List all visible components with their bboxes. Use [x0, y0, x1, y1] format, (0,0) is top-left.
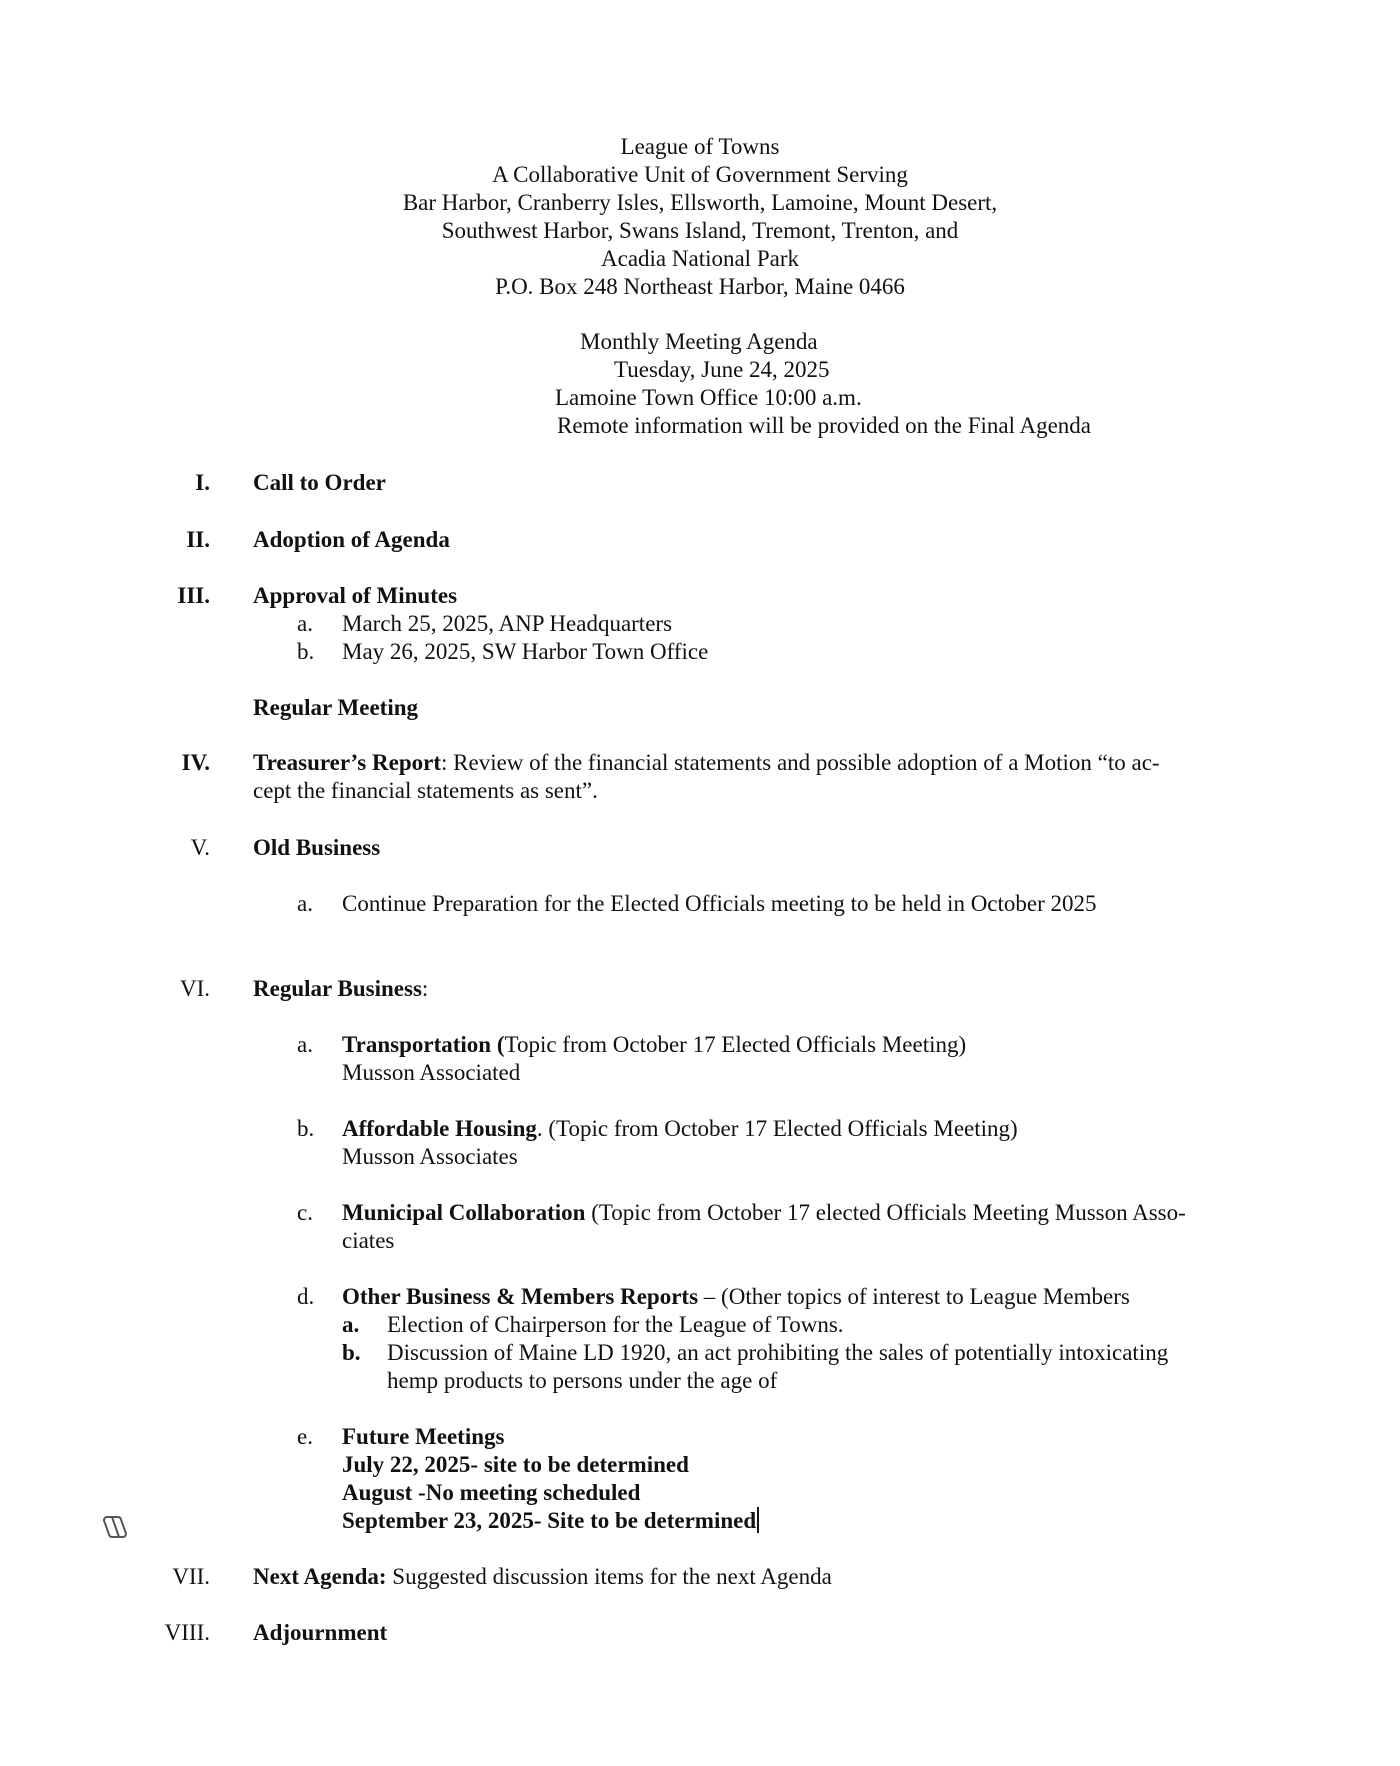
item-numeral: III. [177, 583, 210, 608]
sub-item-letter: e. [297, 1424, 313, 1449]
sub-item-text: . (Topic from October 17 Elected Officials Meeting) [536, 1116, 1018, 1141]
item-heading-line [253, 975, 428, 1003]
sub-item-presenter: Musson Associated [342, 1060, 521, 1085]
sub-item-title: Municipal Collaboration [342, 1200, 586, 1225]
sub-item-letter: a. [297, 1032, 313, 1057]
future-meeting-august: August -No meeting scheduled [342, 1480, 641, 1505]
sub-item-letter: d. [297, 1284, 315, 1309]
item-heading: Call to Order [253, 470, 386, 495]
meeting-title: Monthly Meeting Agenda [580, 329, 818, 354]
item-text: Suggested discussion items for the next Agenda [386, 1564, 832, 1589]
sub-item-letter: a. [297, 611, 313, 636]
sub-item-text: March 25, 2025, ANP Headquarters [342, 611, 673, 636]
letterhead [0, 133, 1400, 301]
sub-item-title: Affordable Housing [342, 1116, 537, 1141]
item-heading-line [253, 1563, 832, 1591]
sub-item-letter: c. [297, 1200, 313, 1225]
item-text-continued: cept the financial statements as sent”. [253, 778, 598, 803]
copilot-icon[interactable] [98, 1510, 132, 1544]
nested-item-text-continued: hemp products to persons under the age of [387, 1368, 778, 1393]
item-heading: Old Business [253, 835, 381, 860]
meeting-date: Tuesday, June 24, 2025 [614, 357, 830, 382]
item-heading: Approval of Minutes [253, 583, 458, 608]
sub-item-text: (Topic from October 17 elected Officials Meeting Musson Asso- [585, 1200, 1186, 1225]
item-text: : Review of the financial statements and possible adoption of a Motion “to ac- [441, 750, 1160, 775]
item-heading: Regular Business [253, 976, 422, 1001]
sub-item-letter: b. [297, 639, 315, 664]
item-numeral: VI. [179, 976, 210, 1001]
item-heading: Treasurer’s Report [253, 750, 441, 775]
future-meeting-september-line[interactable] [342, 1507, 759, 1535]
sub-item-municipal-collaboration [342, 1199, 1186, 1227]
heading-suffix: : [421, 976, 429, 1001]
org-address: P.O. Box 248 Northeast Harbor, Maine 0466 [495, 274, 905, 299]
nested-item-text: Discussion of Maine LD 1920, an act prohibiting the sales of potentially intoxicating [387, 1340, 1169, 1365]
item-numeral: II. [186, 527, 210, 552]
item-numeral: IV. [181, 750, 210, 775]
nested-item-letter: b. [342, 1340, 361, 1365]
item-numeral: VIII. [164, 1620, 210, 1645]
sub-item-text-continued: ciates [342, 1228, 395, 1253]
item-heading-line [253, 749, 1160, 777]
item-heading: Next Agenda: [253, 1564, 387, 1589]
future-meeting-july: July 22, 2025- site to be determined [342, 1452, 689, 1477]
meeting-location: Lamoine Town Office 10:00 a.m. [555, 385, 862, 410]
item-heading: Adjournment [253, 1620, 388, 1645]
sub-item-title: Transportation ( [342, 1032, 505, 1057]
text-cursor [757, 1507, 759, 1533]
org-name: League of Towns [620, 134, 780, 159]
nested-item-text: Election of Chairperson for the League of Towns. [387, 1312, 844, 1337]
subsection-heading: Regular Meeting [253, 695, 419, 720]
sub-item-text: – (Other topics of interest to League Members [698, 1284, 1130, 1309]
member-towns-line3: Acadia National Park [601, 246, 799, 271]
sub-item-affordable-housing [342, 1115, 1018, 1143]
item-numeral: V. [190, 835, 210, 860]
sub-item-transportation [342, 1031, 966, 1059]
item-numeral: I. [195, 470, 210, 495]
sub-item-text: May 26, 2025, SW Harbor Town Office [342, 639, 709, 664]
sub-item-letter: b. [297, 1116, 315, 1141]
future-meeting-september: September 23, 2025- Site to be determined [342, 1508, 757, 1533]
member-towns-line2: Southwest Harbor, Swans Island, Tremont, Trenton, and [441, 218, 959, 243]
sub-item-presenter: Musson Associates [342, 1144, 518, 1169]
sub-item-letter: a. [297, 891, 313, 916]
item-numeral: VII. [172, 1564, 210, 1589]
item-heading: Adoption of Agenda [253, 527, 450, 552]
meeting-remote-note: Remote information will be provided on the Final Agenda [557, 413, 1092, 438]
org-subtitle: A Collaborative Unit of Government Serving [492, 162, 908, 187]
nested-item-letter: a. [342, 1312, 360, 1337]
member-towns-line1: Bar Harbor, Cranberry Isles, Ellsworth, Lamoine, Mount Desert, [402, 190, 998, 215]
sub-item-other-business [342, 1283, 1130, 1311]
sub-item-text: Continue Preparation for the Elected Officials meeting to be held in October 2025 [342, 891, 1097, 916]
sub-item-text: Topic from October 17 Elected Officials Meeting) [504, 1032, 967, 1057]
sub-item-title: Other Business & Members Reports [342, 1284, 699, 1309]
sub-item-title: Future Meetings [342, 1424, 505, 1449]
